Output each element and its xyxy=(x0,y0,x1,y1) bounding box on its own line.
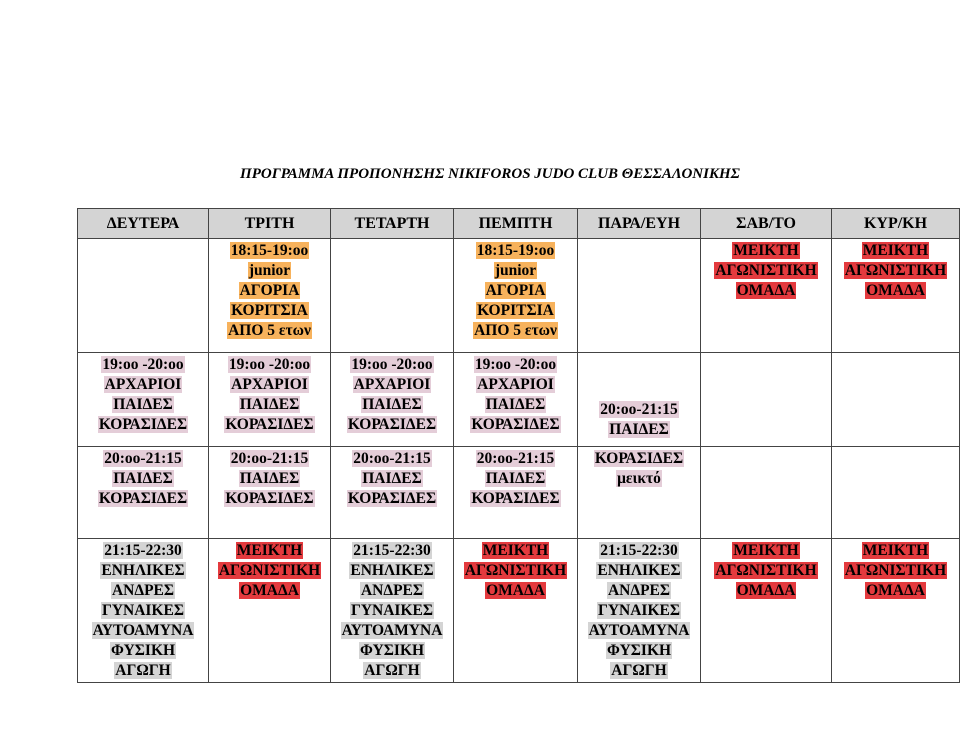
schedule-cell xyxy=(578,353,701,447)
schedule-cell xyxy=(209,239,331,353)
session-line: ΟΜΑΔΑ xyxy=(736,582,796,599)
session-line: 21:15-22:30 xyxy=(353,542,431,559)
session-line: ΓΥΝΑΙΚΕΣ xyxy=(597,602,680,619)
session-line: ΚΟΡΑΣΙΔΕΣ xyxy=(471,490,560,507)
day-header-monday: ΔΕΥΤΕΡΑ xyxy=(78,209,209,239)
session-line: ΑΓΟΡΙΑ xyxy=(239,282,300,299)
session-line: ΜΕΙΚΤΗ xyxy=(733,242,799,259)
session-line: ΠΑΙΔΕΣ xyxy=(362,470,422,487)
session-line: 20:οο-21:15 xyxy=(600,401,678,418)
session-line: ΦΥΣΙΚΗ xyxy=(606,642,672,659)
session-line: ΜΕΙΚΤΗ xyxy=(482,542,549,559)
session-line: ΚΟΡΑΣΙΔΕΣ xyxy=(471,416,560,433)
schedule-table xyxy=(77,208,960,683)
session-line: ΟΜΑΔΑ xyxy=(736,282,796,299)
schedule-cell xyxy=(832,239,960,353)
session-line: ΑΓΩΓΗ xyxy=(364,662,420,679)
schedule-cell xyxy=(331,447,454,539)
session-line: ΑΓΩΝΙΣΤΙΚΗ xyxy=(715,262,817,279)
session-line: 20:οο-21:15 xyxy=(230,450,309,467)
session-line: ΚΟΡΙΤΣΙΑ xyxy=(477,302,554,319)
session-line: ΑΓΩΝΙΣΤΙΚΗ xyxy=(844,262,947,279)
session-line: 21:15-22:30 xyxy=(104,542,182,559)
schedule-cell xyxy=(78,447,209,539)
session-line: 21:15-22:30 xyxy=(600,542,678,559)
session-line: 19:οο -20:οο xyxy=(351,356,433,373)
session-line: ΑΡΧΑΡΙΟΙ xyxy=(104,376,182,393)
session-line: ΚΟΡΑΣΙΔΕΣ xyxy=(347,416,437,433)
session-line: ΜΕΙΚΤΗ xyxy=(862,542,929,559)
schedule-cell xyxy=(701,447,832,539)
schedule-cell xyxy=(209,353,331,447)
schedule-cell xyxy=(454,353,578,447)
session-line: ΚΟΡΑΣΙΔΕΣ xyxy=(98,490,188,507)
session-line: ΑΝΔΡΕΣ xyxy=(360,582,424,599)
schedule-cell xyxy=(701,239,832,353)
session-line: ΠΑΙΔΕΣ xyxy=(362,396,422,413)
session-line: ΕΝΗΛΙΚΕΣ xyxy=(350,562,434,579)
session-line: ΠΑΙΔΕΣ xyxy=(239,470,300,487)
schedule-row xyxy=(78,447,960,539)
session-line: ΑΓΩΝΙΣΤΙΚΗ xyxy=(844,562,947,579)
session-line: ΠΑΙΔΕΣ xyxy=(485,470,546,487)
schedule-cell xyxy=(578,239,701,353)
schedule-cell xyxy=(454,539,578,683)
session-line: junior xyxy=(494,262,537,279)
session-line: ΑΝΔΡΕΣ xyxy=(607,582,671,599)
session-line: ΟΜΑΔΑ xyxy=(240,582,299,599)
schedule-cell xyxy=(454,447,578,539)
schedule-row xyxy=(78,539,960,683)
schedule-cell xyxy=(701,539,832,683)
session-line: ΠΑΙΔΕΣ xyxy=(609,421,669,438)
session-line: ΜΕΙΚΤΗ xyxy=(733,542,799,559)
day-header-sunday: ΚΥΡ/ΚΗ xyxy=(832,209,960,239)
session-line: ΟΜΑΔΑ xyxy=(486,582,545,599)
schedule-row xyxy=(78,239,960,353)
page-title: ΠΡΟΓΡΑΜΜΑ ΠΡΟΠΟΝΗΣΗΣ NIKIFOROS JUDO CLUB ΘΕΣΣΑΛΟΝΙΚΗΣ xyxy=(240,166,740,182)
session-line: ΑΓΩΓΗ xyxy=(115,662,171,679)
day-header-saturday: ΣΑΒ/ΤΟ xyxy=(701,209,832,239)
schedule-cell xyxy=(331,239,454,353)
session-line: ΠΑΙΔΕΣ xyxy=(113,396,173,413)
session-line: ΟΜΑΔΑ xyxy=(866,582,925,599)
session-line: 20:οο-21:15 xyxy=(353,450,431,467)
schedule-cell xyxy=(209,447,331,539)
session-line: ΑΡΧΑΡΙΟΙ xyxy=(477,376,554,393)
session-line: ΑΓΟΡΙΑ xyxy=(485,282,546,299)
session-line: ΚΟΡΑΣΙΔΕΣ xyxy=(347,490,437,507)
schedule-cell xyxy=(78,353,209,447)
session-line: ΠΑΙΔΕΣ xyxy=(239,396,300,413)
session-line: ΦΥΣΙΚΗ xyxy=(110,642,176,659)
session-line: ΚΟΡΑΣΙΔΕΣ xyxy=(225,416,314,433)
session-line: ΕΝΗΛΙΚΕΣ xyxy=(101,562,185,579)
schedule-cell xyxy=(331,353,454,447)
day-header-thursday: ΠΕΜΠΤΗ xyxy=(454,209,578,239)
session-line: ΑΠΟ 5 ετων xyxy=(228,322,311,339)
session-line: ΑΝΔΡΕΣ xyxy=(111,582,175,599)
schedule-cell xyxy=(78,539,209,683)
session-line: ΠΑΙΔΕΣ xyxy=(485,396,546,413)
header-row xyxy=(78,209,960,239)
schedule-cell xyxy=(454,239,578,353)
session-line: ΑΓΩΝΙΣΤΙΚΗ xyxy=(218,562,321,579)
session-line: ΑΓΩΓΗ xyxy=(611,662,667,679)
session-line: ΚΟΡΙΤΣΙΑ xyxy=(231,302,308,319)
session-line: 20:οο-21:15 xyxy=(476,450,555,467)
schedule-cell xyxy=(78,239,209,353)
schedule-row xyxy=(78,353,960,447)
session-line: ΚΟΡΑΣΙΔΕΣ xyxy=(225,490,314,507)
session-line: ΦΥΣΙΚΗ xyxy=(359,642,425,659)
session-line: ΑΥΤΟΑΜΥΝΑ xyxy=(588,622,690,639)
session-line: ΕΝΗΛΙΚΕΣ xyxy=(597,562,681,579)
session-line: ΚΟΡΑΣΙΔΕΣ xyxy=(594,450,684,467)
session-line: μεικτό xyxy=(617,470,661,487)
session-line: 18:15-19:οο xyxy=(476,242,555,259)
day-header-friday: ΠΑΡΑ/ΕΥΗ xyxy=(578,209,701,239)
session-line: ΑΥΤΟΑΜΥΝΑ xyxy=(92,622,194,639)
session-line: 19:οο -20:οο xyxy=(228,356,311,373)
schedule-cell xyxy=(832,539,960,683)
schedule-cell xyxy=(701,353,832,447)
schedule-cell xyxy=(331,539,454,683)
schedule-cell xyxy=(832,447,960,539)
session-line: 18:15-19:οο xyxy=(230,242,309,259)
session-line: junior xyxy=(248,262,291,279)
session-line: ΑΥΤΟΑΜΥΝΑ xyxy=(341,622,443,639)
session-line: ΜΕΙΚΤΗ xyxy=(862,242,929,259)
session-line: 20:οο-21:15 xyxy=(104,450,182,467)
session-line: 19:οο -20:οο xyxy=(474,356,557,373)
session-line: ΓΥΝΑΙΚΕΣ xyxy=(101,602,184,619)
session-line: ΠΑΙΔΕΣ xyxy=(113,470,173,487)
session-line: ΑΡΧΑΡΙΟΙ xyxy=(231,376,308,393)
schedule-cell xyxy=(832,353,960,447)
day-header-tuesday: ΤΡΙΤΗ xyxy=(209,209,331,239)
session-line: 19:οο -20:οο xyxy=(102,356,184,373)
session-line: ΑΓΩΝΙΣΤΙΚΗ xyxy=(715,562,817,579)
session-line: ΑΠΟ 5 ετων xyxy=(474,322,557,339)
schedule-cell xyxy=(578,539,701,683)
session-line: ΓΥΝΑΙΚΕΣ xyxy=(350,602,433,619)
schedule-cell xyxy=(209,539,331,683)
session-line: ΑΓΩΝΙΣΤΙΚΗ xyxy=(464,562,567,579)
session-line: ΟΜΑΔΑ xyxy=(866,282,925,299)
day-header-wednesday: ΤΕΤΑΡΤΗ xyxy=(331,209,454,239)
session-line: ΚΟΡΑΣΙΔΕΣ xyxy=(98,416,188,433)
schedule-cell xyxy=(578,447,701,539)
session-line: ΜΕΙΚΤΗ xyxy=(236,542,303,559)
session-line: ΑΡΧΑΡΙΟΙ xyxy=(353,376,431,393)
